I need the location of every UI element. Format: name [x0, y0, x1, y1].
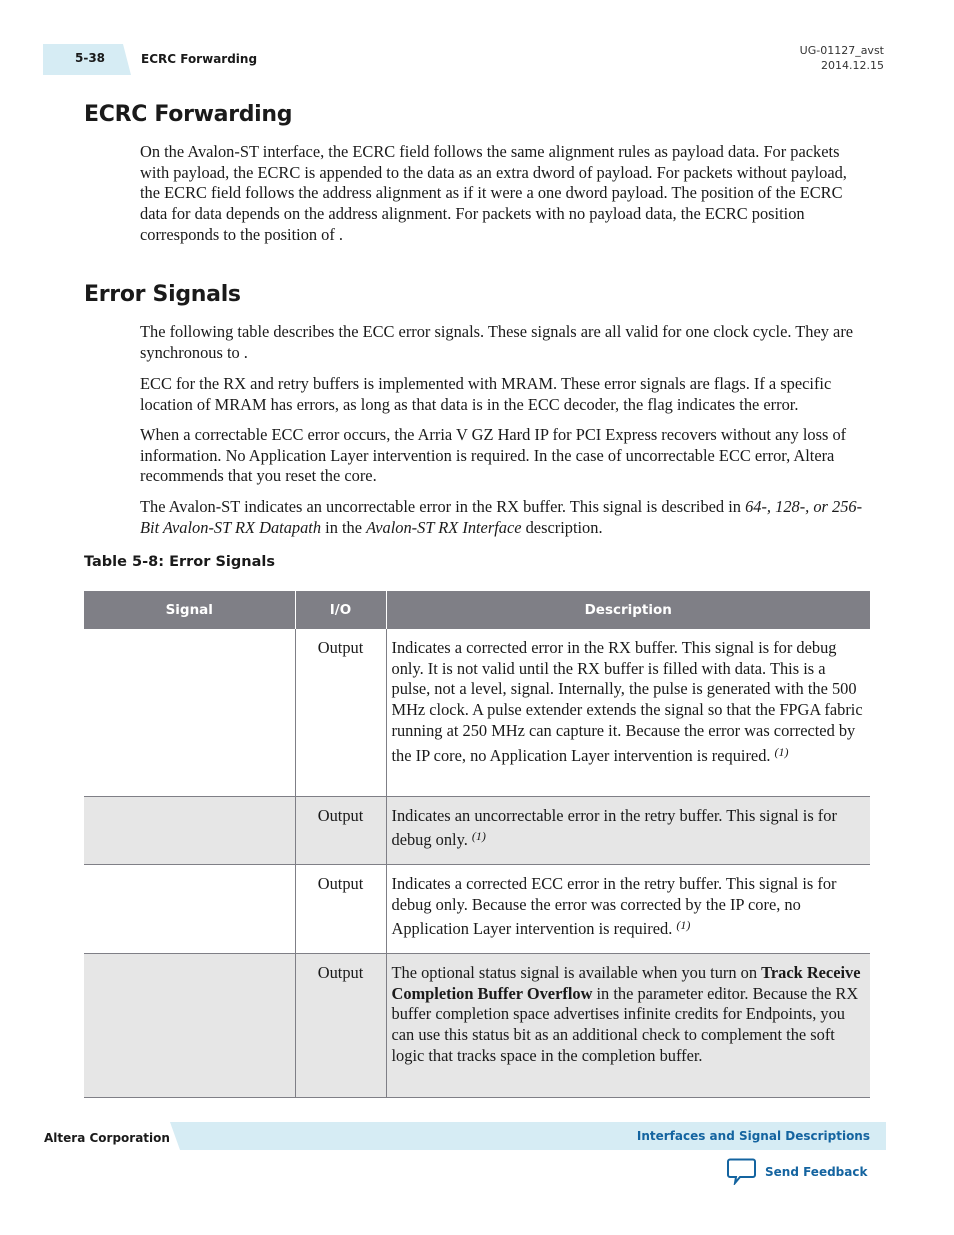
description-text-b: in the parameter editor. Because the RX buffer completion space advertises infinite credits for Endpoints, you can use this status bit as an additional check to complement the soft logic that tracks space in the completion buffer. — [391, 983, 859, 1065]
column-header-io: I/O — [295, 591, 386, 629]
doc-date: 2014.12.15 — [821, 59, 884, 72]
errors-paragraph-3: When a correctable ECC error occurs, the Arria V GZ Hard IP for PCI Express recovers without any loss of information. No Application Layer intervention is required. In the case of uncorrectable ECC error, Altera recommends that you reset the core. — [140, 425, 847, 486]
io-cell: Output — [295, 954, 386, 1098]
signal-cell — [84, 629, 295, 796]
description-text: Indicates an uncorrectable error in the retry buffer. This signal is for debug only. — [391, 805, 837, 850]
running-title: ECRC Forwarding — [141, 52, 258, 66]
table-row — [84, 954, 870, 1098]
footer-section-link[interactable]: Interfaces and Signal Descriptions — [636, 1129, 870, 1143]
table-row — [84, 629, 870, 796]
p4-text-b: in the — [321, 517, 367, 537]
description-text: Indicates a corrected ECC error in the retry buffer. This signal is for debug only. Because the error was corrected by the IP core, no Application Layer intervention is required. — [391, 873, 837, 939]
document-id — [800, 43, 884, 73]
send-feedback-label: Send Feedback — [765, 1164, 868, 1179]
section-heading-ecrc: ECRC Forwarding — [84, 102, 293, 127]
option-name: Track Receive Completion Buffer Overflow — [391, 963, 861, 1003]
signal-cell — [84, 864, 295, 953]
table-caption: Table 5-8: Error Signals — [84, 554, 275, 570]
table-row — [84, 796, 870, 864]
p4-text-c: description. — [521, 517, 603, 537]
page-number: 5-38 — [75, 51, 106, 65]
description-cell — [386, 629, 870, 796]
rx-interface-reference-link[interactable]: Avalon-ST RX Interface — [366, 517, 522, 537]
errors-paragraph-4 — [140, 497, 870, 538]
p4-text-a: The Avalon-ST indicates an uncorrectable error in the RX buffer. This signal is described in — [140, 497, 746, 516]
description-cell — [386, 954, 870, 1098]
section-heading-errors: Error Signals — [84, 282, 241, 307]
description-text-a: The optional status signal is available when you turn on — [391, 963, 762, 983]
column-header-signal: Signal — [84, 591, 295, 629]
speech-bubble-icon — [727, 1158, 756, 1185]
column-header-description: Description — [386, 591, 870, 629]
io-cell: Output — [295, 864, 386, 953]
table-row — [84, 864, 870, 953]
signal-cell — [84, 796, 295, 864]
description-cell — [386, 864, 870, 953]
table-header-row — [84, 591, 870, 629]
io-cell: Output — [295, 629, 386, 796]
description-cell — [386, 796, 870, 864]
error-signals-table — [84, 591, 870, 1098]
datapath-reference-link[interactable]: 64-, 128-, or 256-Bit Avalon-ST RX Datapath — [140, 497, 863, 537]
errors-paragraph-1: The following table describes the ECC error signals. These signals are all valid for one clock cycle. They are synchronous to . — [140, 322, 854, 362]
doc-id-text: UG-01127_avst — [799, 44, 884, 57]
footnote-ref[interactable]: (1) — [774, 744, 789, 759]
description-text: Indicates a corrected error in the RX buffer. This signal is for debug only. It is not valid until the RX buffer is filled with data. This is a pulse, not a level, signal. Internally, the pulse is generated with the 500 MHz clock. A pulse extender extends the signal so that the FPGA fabric running at 250 MHz can capture it. Because the error was corrected by the IP core, no Application Layer intervention is required. — [391, 638, 863, 765]
footnote-ref[interactable]: (1) — [471, 829, 486, 844]
ecrc-paragraph: On the Avalon-ST interface, the ECRC field follows the same alignment rules as payload data. For packets with payload, the ECRC is appended to the data as an extra dword of payload. For packets without payload, the ECRC field follows the address alignment as if it were a one dword payload. The position of the ECRC data for data depends on the address alignment. For packets with no payload data, the ECRC position corresponds to the position of . — [140, 142, 847, 244]
signal-cell — [84, 954, 295, 1098]
send-feedback-link[interactable] — [727, 1158, 867, 1185]
footnote-ref[interactable]: (1) — [676, 918, 691, 933]
io-cell: Output — [295, 796, 386, 864]
errors-paragraph-2: ECC for the RX and retry buffers is implemented with MRAM. These error signals are flags. If a specific location of MRAM has errors, as long as that data is in the ECC decoder, the flag indicates the error. — [140, 374, 832, 414]
footer-company: Altera Corporation — [44, 1131, 170, 1145]
